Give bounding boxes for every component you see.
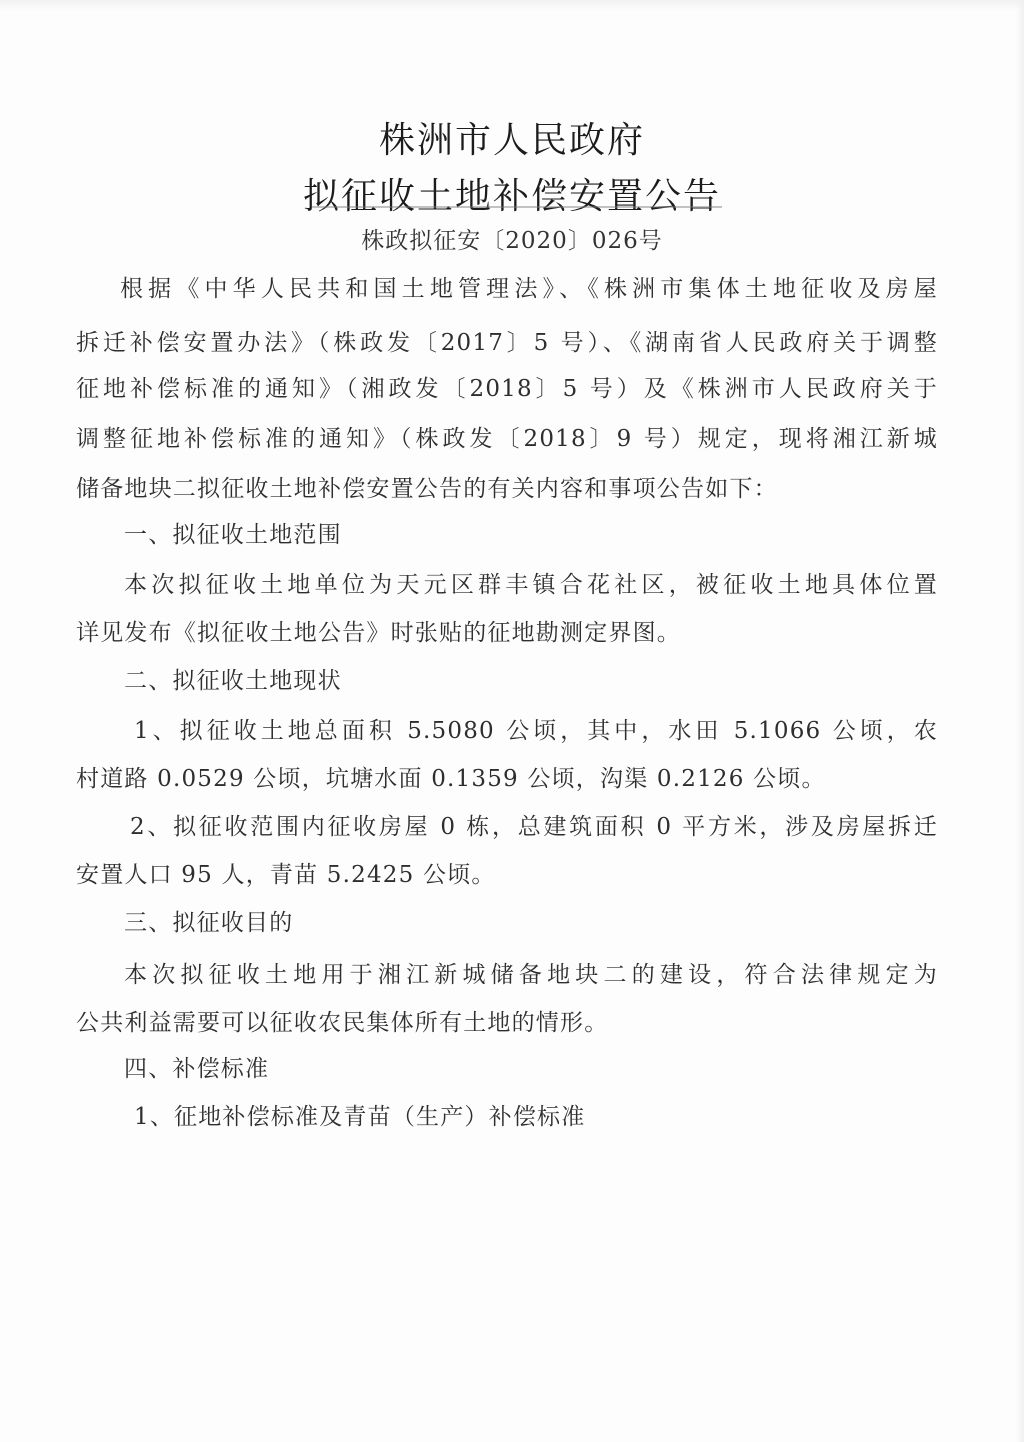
section2-heading: 二、拟征收土地现状 [124, 668, 342, 694]
intro-line-5: 储备地块二拟征收土地补偿安置公告的有关内容和事项公告如下： [76, 476, 778, 502]
section1-body-line-2: 详见发布《拟征收土地公告》时张贴的征地勘测定界图。 [76, 620, 681, 646]
section2-item2-line-2: 安置人口 95 人，青苗 5.2425 公顷。 [76, 862, 496, 888]
document-number: 株政拟征安〔2020〕026号 [361, 228, 663, 254]
section2-item1-line-2: 村道路 0.0529 公顷，坑塘水面 0.1359 公顷，沟渠 0.2126 公顷。 [76, 766, 826, 792]
section3-heading: 三、拟征收目的 [124, 910, 294, 936]
section1-heading: 一、拟征收土地范围 [124, 522, 342, 548]
section1-body-line-1: 本次拟征收土地单位为天元区群丰镇合花社区，被征收土地具体位置 [124, 572, 938, 598]
section3-body-line-1: 本次拟征收土地用于湘江新城储备地块二的建设，符合法律规定为 [124, 962, 938, 988]
section4-heading: 四、补偿标准 [124, 1056, 270, 1082]
intro-line-2: 拆迁补偿安置办法》（株政发〔2017〕5 号）、《湖南省人民政府关于调整 [76, 330, 938, 356]
title-underline [312, 206, 722, 208]
document-title-line2: 拟征收土地补偿安置公告 [302, 176, 721, 217]
document-title-line1: 株洲市人民政府 [378, 120, 645, 161]
intro-line-1: 根据《中华人民共和国土地管理法》、《株洲市集体土地征收及房屋 [120, 276, 938, 302]
intro-line-3: 征地补偿标准的通知》（湘政发〔2018〕5 号）及《株洲市人民政府关于 [76, 376, 938, 402]
section4-item1: 1、征地补偿标准及青苗（生产）补偿标准 [134, 1104, 586, 1130]
section3-body-line-2: 公共利益需要可以征收农民集体所有土地的情形。 [76, 1010, 609, 1036]
section2-item1-line-1: 1、拟征收土地总面积 5.5080 公顷，其中，水田 5.1066 公顷，农 [134, 718, 938, 744]
intro-line-4: 调整征地补偿标准的通知》（株政发〔2018〕9 号）规定，现将湘江新城 [76, 426, 938, 452]
scan-edge-top [0, 0, 1024, 10]
section2-item2-line-1: 2、拟征收范围内征收房屋 0 栋，总建筑面积 0 平方米，涉及房屋拆迁 [130, 814, 938, 840]
